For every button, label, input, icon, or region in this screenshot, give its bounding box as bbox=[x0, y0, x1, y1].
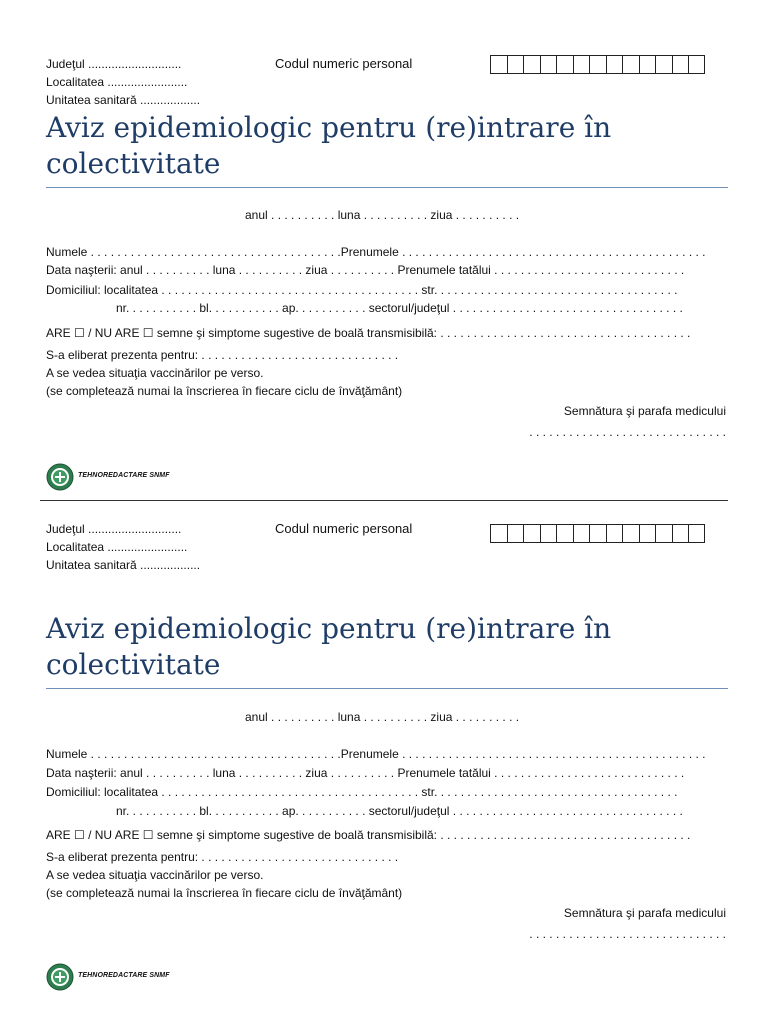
localitate-field[interactable]: Localitatea ........................ bbox=[46, 540, 188, 554]
completare-note: (se completează numai la înscrierea în fiecare ciclu de învăţământ) bbox=[46, 384, 403, 398]
aviz-form-1 bbox=[0, 0, 768, 500]
cnp-digit-box[interactable] bbox=[672, 524, 689, 543]
date-line[interactable]: anul . . . . . . . . . . luna . . . . . . . . . . ziua . . . . . . . . . . bbox=[245, 710, 520, 724]
semnatura-label: Semnătura şi parafa medicului bbox=[563, 906, 726, 920]
semnatura-line[interactable]: . . . . . . . . . . . . . . . . . . . . . . . . . . . . . . bbox=[529, 927, 726, 941]
snmf-logo-icon bbox=[46, 463, 74, 491]
judet-field[interactable]: Judeţul ............................ bbox=[46, 57, 182, 71]
semne-simptome-line[interactable]: ARE ☐ / NU ARE ☐ semne şi simptome sugestive de boală transmisibilă: . . . . . . . . . . . . . . . . . . . . . . . . . . . . . . . . . . . . . . bbox=[46, 326, 691, 340]
cnp-digit-box[interactable] bbox=[573, 55, 590, 74]
cnp-boxes[interactable] bbox=[490, 55, 705, 74]
cnp-digit-box[interactable] bbox=[556, 55, 573, 74]
cnp-digit-box[interactable] bbox=[622, 524, 639, 543]
numele-prenumele-line[interactable]: Numele . . . . . . . . . . . . . . . . . . . . . . . . . . . . . . . . . . . . . .Prenumele . . . . . . . . . . . . . . . . . . . . . . . . . . . . . . . . . . . . . . . . . . . . . . bbox=[46, 245, 706, 259]
judet-field[interactable]: Judeţul ............................ bbox=[46, 522, 182, 536]
adresa-line[interactable]: nr. . . . . . . . . . . bl. . . . . . . . . . . ap. . . . . . . . . . . sectorul/judeţul . . . . . . . . . . . . . . . . . . . . . . . . . . . . . . . . . . . bbox=[116, 301, 683, 315]
snmf-logo-icon bbox=[46, 963, 74, 991]
semne-simptome-line[interactable]: ARE ☐ / NU ARE ☐ semne şi simptome sugestive de boală transmisibilă: . . . . . . . . . . . . . . . . . . . . . . . . . . . . . . . . . . . . . . bbox=[46, 828, 691, 842]
cnp-digit-box[interactable] bbox=[639, 524, 656, 543]
localitate-field[interactable]: Localitatea ........................ bbox=[46, 75, 188, 89]
vaccinari-note: A se vedea situaţia vaccinărilor pe verso. bbox=[46, 868, 264, 882]
cnp-digit-box[interactable] bbox=[655, 55, 672, 74]
cnp-label: Codul numeric personal bbox=[275, 521, 413, 536]
cnp-digit-box[interactable] bbox=[688, 524, 705, 543]
completare-note: (se completează numai la înscrierea în fiecare ciclu de învăţământ) bbox=[46, 886, 403, 900]
adresa-line[interactable]: nr. . . . . . . . . . . bl. . . . . . . . . . . ap. . . . . . . . . . . sectorul/judeţul . . . . . . . . . . . . . . . . . . . . . . . . . . . . . . . . . . . bbox=[116, 804, 683, 818]
cnp-digit-box[interactable] bbox=[523, 524, 540, 543]
cnp-digit-box[interactable] bbox=[589, 524, 606, 543]
aviz-form-2 bbox=[0, 501, 768, 1001]
cnp-digit-box[interactable] bbox=[490, 524, 507, 543]
cnp-digit-box[interactable] bbox=[573, 524, 590, 543]
cnp-digit-box[interactable] bbox=[655, 524, 672, 543]
cnp-digit-box[interactable] bbox=[622, 55, 639, 74]
title-divider bbox=[46, 187, 728, 188]
cnp-digit-box[interactable] bbox=[688, 55, 705, 74]
logo-caption: TEHNOREDACTARE SNMF bbox=[78, 972, 170, 979]
form-title: Aviz epidemiologic pentru (re)intrare în colectivitate bbox=[46, 111, 612, 180]
cnp-digit-box[interactable] bbox=[507, 524, 524, 543]
cnp-digit-box[interactable] bbox=[490, 55, 507, 74]
logo-caption: TEHNOREDACTARE SNMF bbox=[78, 472, 170, 479]
vaccinari-note: A se vedea situaţia vaccinărilor pe verso. bbox=[46, 366, 264, 380]
domiciliul-line[interactable]: Domiciliul: localitatea . . . . . . . . . . . . . . . . . . . . . . . . . . . . . . . . . . . . . . . str. . . . . . . . . . . . . . . . . . . . . . . . . . . . . . . . . . . . . bbox=[46, 283, 678, 297]
cnp-digit-box[interactable] bbox=[540, 55, 557, 74]
title-divider bbox=[46, 688, 728, 689]
data-nasterii-line[interactable]: Data naşterii: anul . . . . . . . . . . luna . . . . . . . . . . ziua . . . . . . . . . . Prenumele tatălui . . . . . . . . . . . . . . . . . . . . . . . . . . . . . bbox=[46, 766, 685, 780]
numele-prenumele-line[interactable]: Numele . . . . . . . . . . . . . . . . . . . . . . . . . . . . . . . . . . . . . .Prenumele . . . . . . . . . . . . . . . . . . . . . . . . . . . . . . . . . . . . . . . . . . . . . . bbox=[46, 747, 706, 761]
domiciliul-line[interactable]: Domiciliul: localitatea . . . . . . . . . . . . . . . . . . . . . . . . . . . . . . . . . . . . . . . str. . . . . . . . . . . . . . . . . . . . . . . . . . . . . . . . . . . . . bbox=[46, 785, 678, 799]
cnp-digit-box[interactable] bbox=[606, 55, 623, 74]
date-line[interactable]: anul . . . . . . . . . . luna . . . . . . . . . . ziua . . . . . . . . . . bbox=[245, 208, 520, 222]
unitate-sanitara-field[interactable]: Unitatea sanitară .................. bbox=[46, 93, 201, 107]
eliberat-line[interactable]: S-a eliberat prezenta pentru: . . . . . . . . . . . . . . . . . . . . . . . . . . . . . . bbox=[46, 348, 399, 362]
data-nasterii-line[interactable]: Data naşterii: anul . . . . . . . . . . luna . . . . . . . . . . ziua . . . . . . . . . . Prenumele tatălui . . . . . . . . . . . . . . . . . . . . . . . . . . . . . bbox=[46, 263, 685, 277]
cnp-digit-box[interactable] bbox=[589, 55, 606, 74]
semnatura-label: Semnătura şi parafa medicului bbox=[563, 404, 726, 418]
cnp-boxes[interactable] bbox=[490, 524, 705, 543]
form-title: Aviz epidemiologic pentru (re)intrare în colectivitate bbox=[46, 612, 612, 681]
cnp-digit-box[interactable] bbox=[556, 524, 573, 543]
cnp-digit-box[interactable] bbox=[507, 55, 524, 74]
cnp-label: Codul numeric personal bbox=[275, 56, 413, 71]
cnp-digit-box[interactable] bbox=[540, 524, 557, 543]
cnp-digit-box[interactable] bbox=[672, 55, 689, 74]
semnatura-line[interactable]: . . . . . . . . . . . . . . . . . . . . . . . . . . . . . . bbox=[529, 425, 726, 439]
cnp-digit-box[interactable] bbox=[523, 55, 540, 74]
unitate-sanitara-field[interactable]: Unitatea sanitară .................. bbox=[46, 558, 201, 572]
eliberat-line[interactable]: S-a eliberat prezenta pentru: . . . . . . . . . . . . . . . . . . . . . . . . . . . . . . bbox=[46, 850, 399, 864]
cnp-digit-box[interactable] bbox=[606, 524, 623, 543]
cnp-digit-box[interactable] bbox=[639, 55, 656, 74]
